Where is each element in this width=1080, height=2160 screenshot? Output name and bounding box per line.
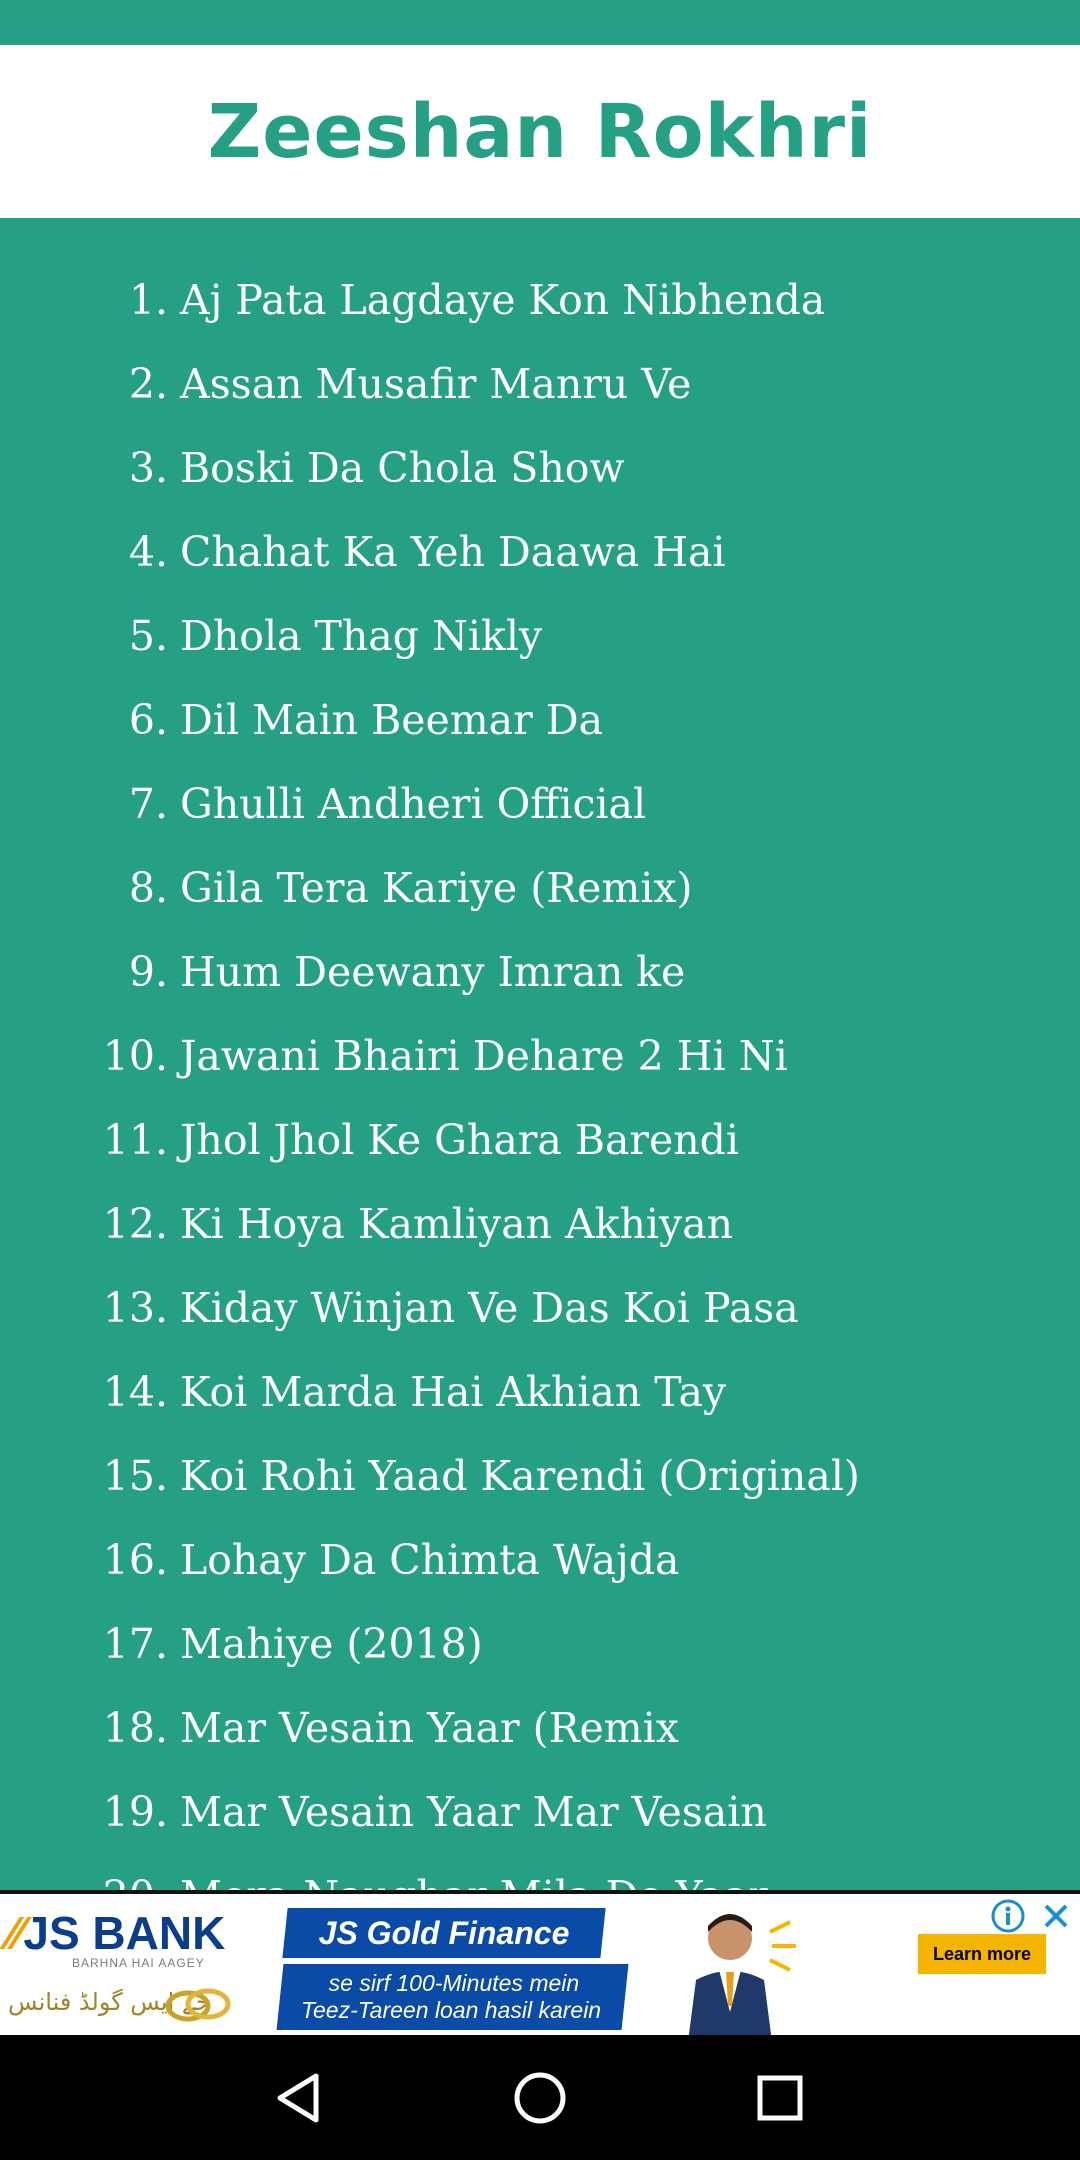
list-item-title: Koi Marda Hai Akhian Tay bbox=[180, 1368, 727, 1416]
list-item-title: Aj Pata Lagdaye Kon Nibhenda bbox=[180, 276, 826, 324]
close-icon[interactable] bbox=[1038, 1898, 1074, 1934]
gold-rings-icon bbox=[158, 1984, 238, 2024]
list-item-number: 15. bbox=[102, 1452, 168, 1500]
list-item-number: 5. bbox=[128, 612, 168, 660]
list-item-number: 13. bbox=[102, 1284, 168, 1332]
list-item-number: 14. bbox=[102, 1368, 168, 1416]
list-item-title: Assan Musafir Manru Ve bbox=[180, 360, 692, 408]
ad-bank-logo[interactable] bbox=[8, 1906, 248, 2026]
back-button[interactable] bbox=[240, 2035, 360, 2160]
list-item[interactable] bbox=[0, 1266, 1080, 1350]
ad-slogan-line2: Teez-Tareen loan hasil karein bbox=[301, 1997, 602, 2023]
song-list-container[interactable] bbox=[0, 218, 1080, 1890]
ad-slogan[interactable] bbox=[277, 1964, 629, 2030]
list-item-number: 17. bbox=[102, 1620, 168, 1668]
list-item-number: 6. bbox=[128, 696, 168, 744]
list-item[interactable] bbox=[0, 510, 1080, 594]
list-item[interactable] bbox=[0, 594, 1080, 678]
list-item[interactable] bbox=[0, 258, 1080, 342]
list-item-title: Gila Tera Kariye (Remix) bbox=[180, 864, 693, 912]
list-item[interactable] bbox=[0, 342, 1080, 426]
list-item-title: Boski Da Chola Show bbox=[180, 444, 625, 492]
list-item-title: Hum Deewany Imran ke bbox=[180, 948, 686, 996]
ad-bank-name: ⁄⁄JS BANK bbox=[8, 1907, 226, 1959]
list-item-title: Kiday Winjan Ve Das Koi Pasa bbox=[180, 1284, 799, 1332]
ad-slogan-line1: se sirf 100-Minutes mein bbox=[328, 1970, 580, 1996]
bank-mark-icon: ⁄⁄ bbox=[8, 1907, 24, 1959]
ad-bank-tagline: BARHNA HAI AAGEY bbox=[72, 1956, 205, 1970]
list-item-title: Mar Vesain Yaar (Remix bbox=[180, 1704, 679, 1752]
status-bar bbox=[0, 0, 1080, 45]
learn-more-button[interactable]: Learn more bbox=[918, 1934, 1046, 1974]
list-item[interactable] bbox=[0, 1686, 1080, 1770]
list-item-title: Jawani Bhairi Dehare 2 Hi Ni bbox=[180, 1032, 788, 1080]
info-icon[interactable] bbox=[990, 1898, 1026, 1934]
ad-product-title[interactable]: JS Gold Finance bbox=[282, 1908, 605, 1958]
list-item[interactable] bbox=[0, 1518, 1080, 1602]
list-item[interactable] bbox=[0, 426, 1080, 510]
list-item-number: 11. bbox=[102, 1116, 168, 1164]
recents-button[interactable] bbox=[720, 2035, 840, 2160]
list-item-title: Jhol Jhol Ke Ghara Barendi bbox=[180, 1116, 740, 1164]
list-item[interactable] bbox=[0, 1014, 1080, 1098]
list-item-number: 7. bbox=[128, 780, 168, 828]
list-item-number: 3. bbox=[128, 444, 168, 492]
list-item-number: 19. bbox=[102, 1788, 168, 1836]
list-item-number: 10. bbox=[102, 1032, 168, 1080]
list-item[interactable] bbox=[0, 678, 1080, 762]
list-item-title: Lohay Da Chimta Wajda bbox=[180, 1536, 680, 1584]
list-item-title: Ki Hoya Kamliyan Akhiyan bbox=[180, 1200, 734, 1248]
list-item[interactable] bbox=[0, 930, 1080, 1014]
list-item-title: Koi Rohi Yaad Karendi (Original) bbox=[180, 1452, 860, 1500]
list-item[interactable] bbox=[0, 1182, 1080, 1266]
list-item[interactable] bbox=[0, 1770, 1080, 1854]
list-item-title: Mahiye (2018) bbox=[180, 1620, 483, 1668]
list-item-number: 2. bbox=[128, 360, 168, 408]
list-item-number: 16. bbox=[102, 1536, 168, 1584]
list-item[interactable] bbox=[0, 1350, 1080, 1434]
ad-person-image bbox=[660, 1902, 800, 2042]
page-title: Zeeshan Rokhri bbox=[207, 88, 873, 175]
ad-banner[interactable] bbox=[0, 1890, 1080, 2035]
list-item[interactable] bbox=[0, 762, 1080, 846]
list-item-number: 12. bbox=[102, 1200, 168, 1248]
list-item-number: 8. bbox=[128, 864, 168, 912]
list-item-title: Ghulli Andheri Official bbox=[180, 780, 647, 828]
back-triangle-icon bbox=[270, 2068, 330, 2128]
app-header bbox=[0, 45, 1080, 218]
list-item-title: Mar Vesain Yaar Mar Vesain bbox=[180, 1788, 767, 1836]
list-item-number: 9. bbox=[128, 948, 168, 996]
list-item[interactable] bbox=[0, 1434, 1080, 1518]
ad-urdu-text: جے ایس گولڈ فنانس bbox=[8, 1988, 211, 2016]
recents-square-icon bbox=[750, 2068, 810, 2128]
home-circle-icon bbox=[510, 2068, 570, 2128]
list-item-number: 1. bbox=[128, 276, 168, 324]
list-item-number: 18. bbox=[102, 1704, 168, 1752]
list-item[interactable] bbox=[0, 846, 1080, 930]
list-item[interactable] bbox=[0, 1098, 1080, 1182]
list-item-number: 4. bbox=[128, 528, 168, 576]
navigation-bar bbox=[0, 2035, 1080, 2160]
list-item-title: Dil Main Beemar Da bbox=[180, 696, 604, 744]
list-item-title: Chahat Ka Yeh Daawa Hai bbox=[180, 528, 726, 576]
home-button[interactable] bbox=[480, 2035, 600, 2160]
list-item-title: Dhola Thag Nikly bbox=[180, 612, 543, 660]
list-item[interactable] bbox=[0, 1602, 1080, 1686]
